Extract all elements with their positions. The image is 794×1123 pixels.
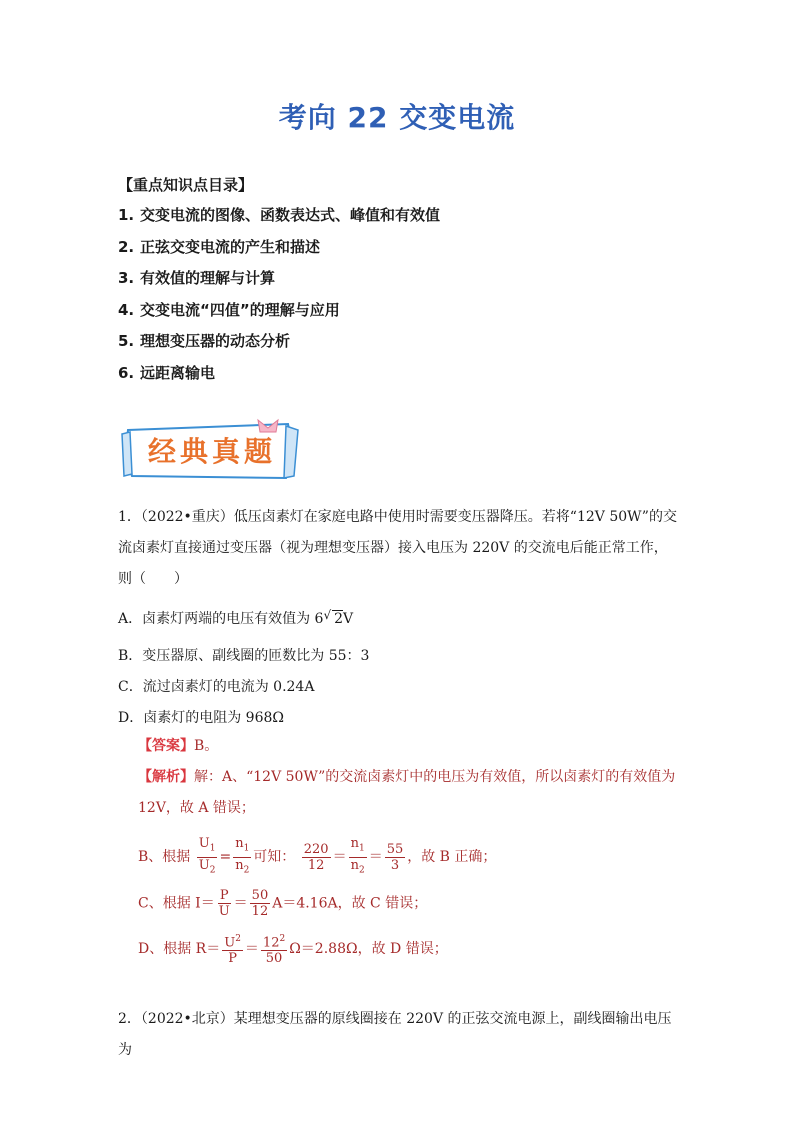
analysis-c-pre: C、根据 I＝ bbox=[138, 895, 215, 912]
question-2-stem: 2．（2022•北京）某理想变压器的原线圈接在 220V 的正弦交流电源上，副线圈输出电压为 bbox=[118, 1011, 672, 1058]
toc-num: 4. bbox=[118, 300, 135, 319]
analysis-a-text: 解：A、“12V 50W”的交流卤素灯中的电压为有效值，所以卤素灯的有效值为 12V，故 A 错误； bbox=[138, 769, 676, 816]
question-1-stem: 1．（2022•重庆）低压卤素灯在家庭电路中使用时需要变压器降压。若将“12V 50W”的交流卤素灯直接通过变压器（视为理想变压器）接入电压为 220V 的交流电后能正常工作，则（ ） bbox=[118, 509, 677, 587]
answer-tag: 【答案】 bbox=[138, 738, 194, 754]
option-d: D．卤素灯的电阻为 968Ω bbox=[118, 710, 285, 726]
analysis-tag: 【解析】 bbox=[138, 769, 194, 785]
fraction-220-12: $\frac{220}{12}$ bbox=[303, 841, 329, 873]
list-item bbox=[118, 362, 440, 394]
fraction-u1-u2: $\frac{U_1}{U_2}$ bbox=[198, 836, 216, 876]
fraction-p-u: $\frac{P}{U}$ bbox=[218, 888, 230, 919]
toc-text: 远距离输电 bbox=[140, 363, 216, 382]
toc-list bbox=[118, 204, 440, 393]
analysis-b-mid: 可知： bbox=[253, 849, 296, 866]
analysis-b-pre: B、根据 bbox=[138, 849, 191, 866]
toc-heading: 【重点知识点目录】 bbox=[118, 176, 254, 194]
toc-num: 6. bbox=[118, 363, 135, 382]
fraction-n1-n2: $\frac{n_1}{n_2}$ bbox=[235, 836, 250, 876]
sqrt-radicand: 2 bbox=[334, 611, 344, 627]
list-item bbox=[118, 267, 440, 299]
analysis-c: C、根据 I＝ $\frac{P}{U}$ ＝ $\frac{50}{12}$ A＝4.16A，故 C 错误； bbox=[138, 888, 428, 919]
badge-label: 经典真题 bbox=[148, 435, 277, 468]
fraction-u2-p: $\frac{U^2}{P}$ bbox=[224, 934, 241, 967]
answer-line bbox=[138, 731, 218, 762]
fraction-50-12: $\frac{50}{12}$ bbox=[251, 888, 269, 919]
fraction-144-50: $\frac{12^2}{50}$ bbox=[262, 934, 286, 967]
analysis-a bbox=[138, 762, 678, 824]
option-c: C．流过卤素灯的电流为 0.24A bbox=[118, 679, 315, 695]
toc-text: 有效值的理解与计算 bbox=[140, 269, 276, 287]
answer-value: B。 bbox=[194, 738, 219, 754]
list-item bbox=[118, 330, 440, 362]
analysis-d-post: Ω＝2.88Ω，故 D 错误； bbox=[289, 941, 448, 958]
list-item bbox=[118, 299, 440, 331]
section-badge bbox=[118, 418, 302, 484]
toc-num: 5. bbox=[118, 332, 135, 350]
fraction-n1-n2-b: $\frac{n_1}{n_2}$ bbox=[350, 836, 365, 876]
toc-num: 3. bbox=[118, 269, 135, 287]
toc-num: 2. bbox=[118, 237, 135, 256]
analysis-b-post: ，故 B 正确； bbox=[407, 849, 497, 866]
option-a-unit: V bbox=[343, 611, 354, 627]
toc-num: 1. bbox=[118, 206, 135, 224]
page-title: 考向 22 交变电流 bbox=[278, 101, 516, 134]
list-item bbox=[118, 204, 440, 236]
toc-text: 交变电流的图像、函数表达式、峰值和有效值 bbox=[140, 206, 441, 224]
analysis-d: D、根据 R＝ $\frac{U^2}{P}$ ＝ $\frac{12^2}{50}$ Ω＝2.88Ω，故 D 错误； bbox=[138, 934, 448, 967]
option-a: A．卤素灯两端的电压有效值为 6√ 2V bbox=[118, 608, 354, 627]
analysis-d-pre: D、根据 R＝ bbox=[138, 941, 221, 958]
analysis-b: B、根据 $\frac{U_1}{U_2}$ = $\frac{n_1}{n_2}$ 可知： $\frac{220}{12}$ ＝ $\frac{n_1}{n_2}$ ＝ $\frac{55}{3}$ ，故 B 正确； bbox=[138, 836, 496, 878]
option-b: B．变压器原、副线圈的匝数比为 55：3 bbox=[118, 648, 370, 664]
option-a-text: A．卤素灯两端的电压有效值为 6 bbox=[118, 611, 324, 627]
toc-text: 理想变压器的动态分析 bbox=[140, 332, 291, 350]
toc-text: 正弦交变电流的产生和描述 bbox=[140, 237, 321, 256]
fraction-55-3: $\frac{55}{3}$ bbox=[386, 841, 404, 873]
analysis-c-post: A＝4.16A，故 C 错误； bbox=[272, 895, 428, 912]
list-item bbox=[118, 236, 440, 268]
toc-text: 交变电流“四值”的理解与应用 bbox=[140, 300, 340, 319]
